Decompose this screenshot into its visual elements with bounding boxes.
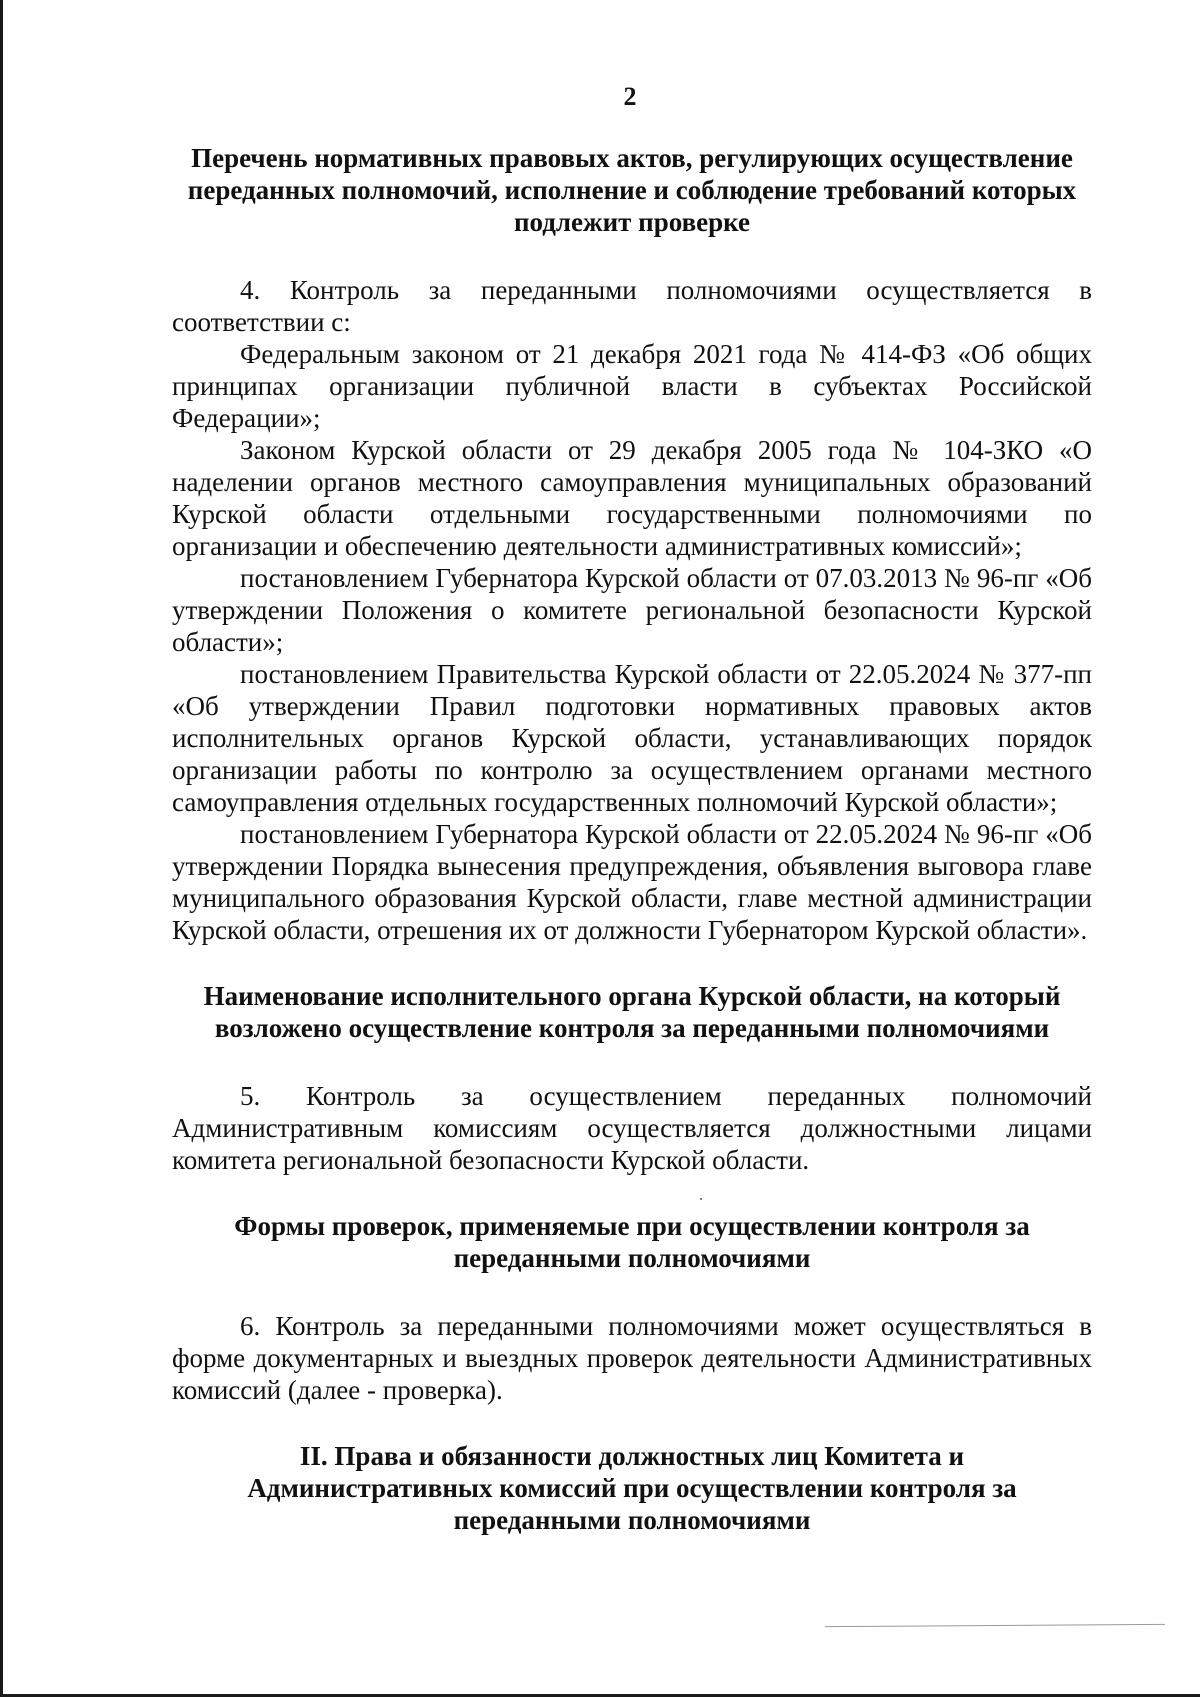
- page-number: 2: [623, 82, 637, 111]
- paragraph-4-federal-law: Федеральным законом от 21 декабря 2021 года № 414-ФЗ «Об общих принципах организации публичной власти в субъектах Российской Федерации»;: [172, 339, 1092, 433]
- paragraph-5: 5. Контроль за осуществлением переданных полномочий Административным комиссиям осуществляется должностными лицами комитета региональной безопасности Курской области.: [172, 1081, 1092, 1175]
- document-body: [172, 142, 1092, 1536]
- paragraph-4-government-decree-2024: постановлением Правительства Курской области от 22.05.2024 № 377-пп «Об утверждении Правил подготовки нормативных правовых актов исполнительных органов Курской области, устанавливающих порядок организации работы по контролю за осуществлением органами местного самоуправления отдельных государственных полномочий Курской области»;: [172, 659, 1092, 817]
- paragraph-4-regional-law: Законом Курской области от 29 декабря 2005 года № 104-ЗКО «О наделении органов местного самоуправления муниципальных образований Курской области отдельными государственными полномочиями по организации и обеспечению деятельности административных комиссий»;: [172, 435, 1092, 561]
- paragraph-6: 6. Контроль за переданными полномочиями может осуществляться в форме документарных и выездных проверок деятельности Административных комиссий (далее - проверка).: [172, 1311, 1092, 1405]
- section-heading-executive-body: Наименование исполнительного органа Курской области, на который возложено осуществление контроля за переданными полномочиями: [203, 981, 1061, 1043]
- section-heading-legal-acts: Перечень нормативных правовых актов, регулирующих осуществление переданных полномочий, исполнение и соблюдение требований которых подлежит проверке: [187, 143, 1077, 237]
- scan-left-edge: [0, 0, 3, 1697]
- section-heading-rights-duties: II. Права и обязанности должностных лиц Комитета и Административных комиссий при осуществлении контроля за переданными полномочиями: [247, 1441, 1017, 1535]
- section-heading-inspection-forms: Формы проверок, применяемые при осуществлении контроля за переданными полномочиями: [234, 1211, 1030, 1273]
- paragraph-4-intro: 4. Контроль за переданными полномочиями осуществляется в соответствии с:: [172, 275, 1092, 337]
- paragraph-4-governor-decree-2013: постановлением Губернатора Курской области от 07.03.2013 № 96-пг «Об утверждении Положения о комитете региональной безопасности Курской области»;: [172, 563, 1092, 657]
- paragraph-4-governor-decree-2024: постановлением Губернатора Курской области от 22.05.2024 № 96-пг «Об утверждении Порядка вынесения предупреждения, объявления выговора главе муниципального образования Курской области, главе местной администрации Курской области, отрешения их от должности Губернатором Курской области».: [172, 819, 1092, 945]
- scan-artifact-line: [825, 1624, 1165, 1627]
- scan-artifact-dot: [700, 1198, 702, 1200]
